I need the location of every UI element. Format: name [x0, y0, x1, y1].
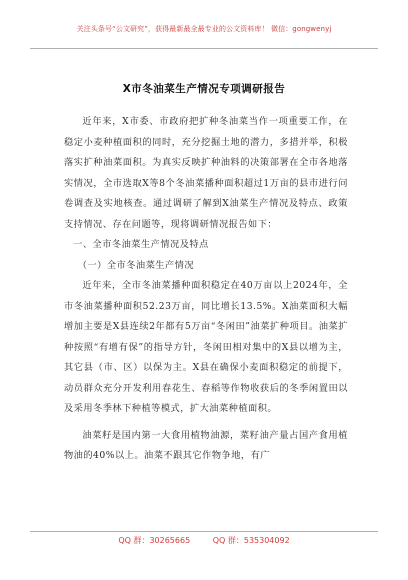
document-title: X市冬油菜生产情况专项调研报告	[122, 83, 286, 96]
body-paragraph: 近年来，全市冬油菜播种面积稳定在40万亩以上2024年，全市冬油菜播种面积52.23万亩，同比增长13.5%。X油菜面积大幅增加主要是X县连续2年都有5万亩“冬闲田”油菜扩种项目。油菜扩种按照“有增有保”的指导方针，冬闲田相对集中的X县以增为主，其它县（市、区）以保为主。X县在确保小麦面积稳定的前提下，动员群众充分开发利用春花生、春稻等作物收获后的冬季闲置田以及采用冬季林下种植等模式，扩大油菜种植面积。	[64, 280, 348, 414]
document-body	[64, 112, 348, 467]
qq-group-2: QQ 群：535304092	[212, 536, 290, 545]
header-banner: 关注头条号“公文研究”，获得最新最全最专业的公文资料库！ 微信：gongwenyj	[76, 25, 332, 33]
footer-divider	[30, 531, 378, 532]
body-paragraph: 油菜籽是国内第一大食用植物油源，菜籽油产量占国产食用植物油的40%以上。油菜不跟其它作物争地，有广	[64, 429, 348, 461]
subsection-heading: （一）全市冬油菜生产情况	[77, 259, 195, 271]
qq-group-1: QQ 群：30265665	[118, 536, 191, 545]
intro-paragraph: 近年来，X市委、市政府把扩种冬油菜当作一项重要工作，在稳定小麦种植面积的同时，充分挖掘土地的潜力，多措并举，积极落实扩种油菜面积。为真实反映扩种油料的决策部署在全市各地落实情况，全市选取X等8个冬油菜播种面积超过1万亩的县市进行问卷调查及实地核查。通过调研了解到X油菜生产情况及特点、政策支持情况、存在问题等，现将调研情况报告如下：	[64, 116, 348, 230]
section-heading: 一、全市冬油菜生产情况及特点	[73, 239, 209, 250]
header-divider	[30, 48, 378, 49]
footer-contact	[0, 535, 408, 546]
